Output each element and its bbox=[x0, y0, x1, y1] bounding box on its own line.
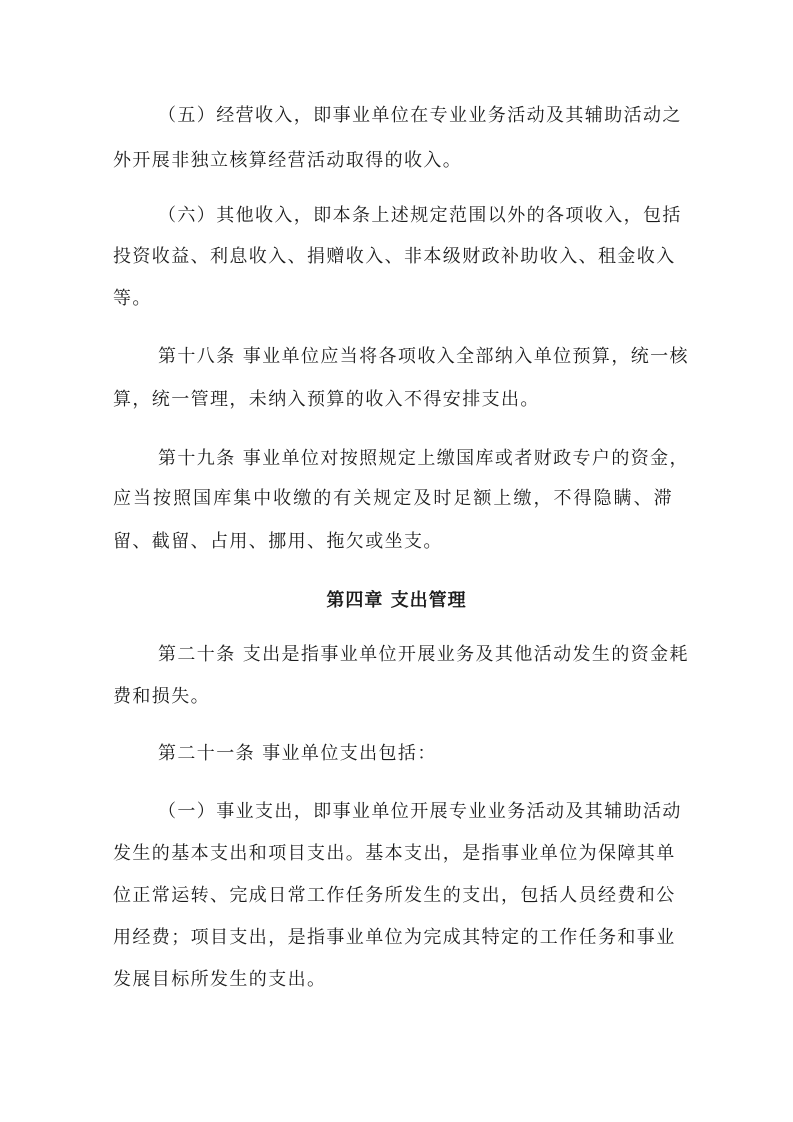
paragraph-line: 费和损失。 bbox=[113, 686, 210, 707]
paragraph-line: 第二十一条 事业单位支出包括： bbox=[158, 743, 437, 764]
paragraph-line: （一）事业支出，即事业单位开展专业业务活动及其辅助活动 bbox=[158, 801, 682, 822]
paragraph-line: 等。 bbox=[113, 288, 152, 309]
paragraph-line: （五）经营收入，即事业单位在专业业务活动及其辅助活动之 bbox=[158, 105, 682, 126]
paragraph-line: 算，统一管理，未纳入预算的收入不得安排支出。 bbox=[113, 389, 540, 410]
paragraph-line: 留、截留、占用、挪用、拖欠或坐支。 bbox=[113, 531, 443, 552]
paragraph-line: 位正常运转、完成日常工作任务所发生的支出，包括人员经费和公 bbox=[113, 885, 676, 906]
paragraph-line: 投资收益、利息收入、捐赠收入、非本级财政补助收入、租金收入 bbox=[113, 246, 676, 267]
paragraph-line: 用经费；项目支出，是指事业单位为完成其特定的工作任务和事业 bbox=[113, 927, 676, 948]
chapter-heading: 第四章 支出管理 bbox=[326, 590, 467, 611]
paragraph-line: 发展目标所发生的支出。 bbox=[113, 969, 327, 990]
paragraph-line: 应当按照国库集中收缴的有关规定及时足额上缴，不得隐瞒、滞 bbox=[113, 488, 673, 509]
paragraph-line: 第十八条 事业单位应当将各项收入全部纳入单位预算，统一核 bbox=[158, 346, 689, 367]
paragraph-line: 发生的基本支出和项目支出。基本支出，是指事业单位为保障其单 bbox=[113, 843, 676, 864]
paragraph-line: 第十九条 事业单位对按照规定上缴国库或者财政专户的资金， bbox=[158, 448, 689, 469]
paragraph-line: （六）其他收入，即本条上述规定范围以外的各项收入，包括 bbox=[158, 205, 682, 226]
paragraph-line: 外开展非独立核算经营活动取得的收入。 bbox=[113, 150, 463, 171]
paragraph-line: 第二十条 支出是指事业单位开展业务及其他活动发生的资金耗 bbox=[158, 644, 689, 665]
